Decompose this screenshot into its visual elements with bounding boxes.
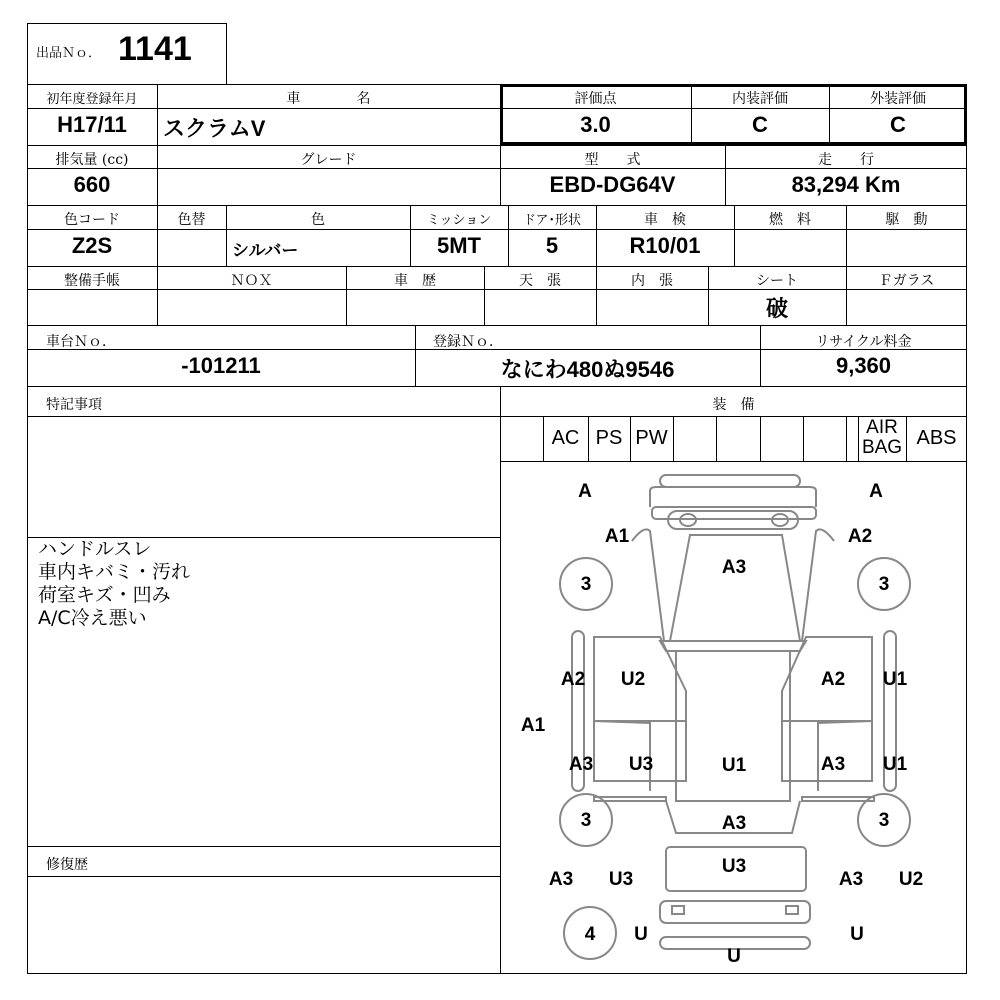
equipment-label: 装 備 [712,397,755,413]
interior-label: 内装評価 [732,91,788,107]
nox-label: ＮＯＸ [230,273,273,289]
equip-div-7 [803,416,804,461]
seat-value: 破 [765,297,788,322]
mark-door-rl-inner: U3 [628,754,654,775]
mark-bumper-r: U [850,924,864,945]
notes-header-line [27,416,967,417]
repair-label: 修復歴 [46,857,88,873]
note-line-3: 荷室キズ・凹み [38,584,171,606]
recycle-label: リサイクル料金 [815,334,912,350]
mark-door-rl-outer: A3 [568,754,594,775]
mark-door-fr-inner: U1 [882,669,908,690]
equip-div-4 [673,416,674,461]
mark-door-rr-outer: A3 [820,754,846,775]
lot-label: 出品Ｎｏ． [36,46,102,61]
mark-door-rr-inner: U1 [882,754,908,775]
transmission-value: 5MT [437,233,481,258]
mark-rear-l-outer: A3 [548,869,574,890]
inspection-label: 車 検 [644,212,686,228]
doors-value: 5 [545,233,559,258]
mark-door-fr-outer: A2 [820,669,846,690]
color-code-value: Z2S [71,233,113,258]
exterior-label: 外装評価 [870,91,926,107]
mark-front-left: A [578,481,592,502]
doors-label: ドア･形状 [522,213,582,228]
row4-bottom-line [27,325,967,326]
model-label: 型 式 [584,152,641,168]
model-value: EBD-DG64V [549,172,676,197]
mark-side-left: A1 [520,715,546,736]
mark-tailgate: U3 [721,856,747,877]
mark-spare: 4 [584,924,596,945]
mark-tire-rl: 3 [580,810,592,831]
mark-bumper-c: U [727,946,741,967]
mark-front-right: A [869,481,883,502]
mark-door-fl-inner: U2 [620,669,646,690]
note-line-2: 車内キバミ・汚れ [38,561,191,583]
chassis-value: -101211 [181,353,261,378]
transmission-label: ミッション [426,213,492,228]
mileage-value: 83,294 Km [791,172,901,197]
color-label: 色 [311,212,325,228]
equip-ac: AC [551,427,580,449]
row2-bottom-line [27,205,967,206]
notes-label: 特記事項 [46,397,102,413]
row3-label-line [27,229,967,230]
score-label: 評価点 [574,91,617,107]
mark-fender-fl: A1 [604,526,630,547]
mark-tire-rr: 3 [878,810,890,831]
first-reg-value: H17/11 [57,112,127,137]
seat-label: シート [756,273,798,289]
displacement-label: 排気量 (cc) [55,152,129,168]
mark-door-fl-outer: A2 [560,669,586,690]
inspection-value: R10/01 [629,233,701,258]
mark-rear-r-inner: U2 [898,869,924,890]
mark-fender-fr: A2 [847,526,873,547]
mileage-label: 走 行 [818,152,874,168]
registration-value: なにわ480ぬ9546 [500,357,675,382]
mark-tire-fr: 3 [878,574,890,595]
mark-tire-fl: 3 [580,574,592,595]
repair-top-line [27,846,500,847]
chassis-label: 車台Ｎｏ． [46,334,116,350]
registration-label: 登録Ｎｏ． [433,334,503,350]
equip-div-6 [760,416,761,461]
mark-rear-r-outer: A3 [838,869,864,890]
color-value: シルバー [232,241,299,260]
mark-hood: A3 [721,557,747,578]
equip-div-5 [716,416,717,461]
equip-abs: ABS [916,427,957,449]
maintenance-label: 整備手帳 [64,273,120,289]
exterior-value: C [890,112,906,137]
car-diagram [500,461,967,974]
car-name-label: 車 名 [286,91,371,107]
equip-pw: PW [635,427,668,449]
inner-label: 内 張 [631,273,673,289]
equip-div-8 [846,416,847,461]
history-label: 車 歴 [394,273,436,289]
lot-number: 1141 [118,30,192,68]
color-code-label: 色コード [64,212,120,228]
grade-label: グレード [300,152,357,168]
repair-header-line [27,876,500,877]
color-change-label: 色替 [177,212,206,228]
car-name-value: スクラムV [163,116,266,141]
row3-bottom-line [27,266,967,267]
interior-value: C [752,112,768,137]
displacement-value: 660 [73,172,111,197]
first-reg-label: 初年度登録年月 [46,92,138,107]
note-line-4: A/C冷え悪い [38,607,147,629]
mark-roof: U1 [721,755,747,776]
equip-airbag: AIR BAG [861,417,903,458]
mark-bumper-l: U [634,924,648,945]
roof-label: 天 張 [519,273,561,289]
note-line-1: ハンドルスレ [38,538,152,560]
drive-label: 駆 動 [885,212,928,228]
mark-rear-l-inner: U3 [608,869,634,890]
recycle-value: 9,360 [835,353,892,378]
equip-ps: PS [595,427,623,449]
mark-rear-glass: A3 [721,813,747,834]
score-value: 3.0 [580,112,611,137]
glass-label: Ｆガラス [878,273,935,289]
fuel-label: 燃 料 [769,212,811,228]
row5-bottom-line [27,386,967,387]
row1-bottom-line [27,145,967,146]
